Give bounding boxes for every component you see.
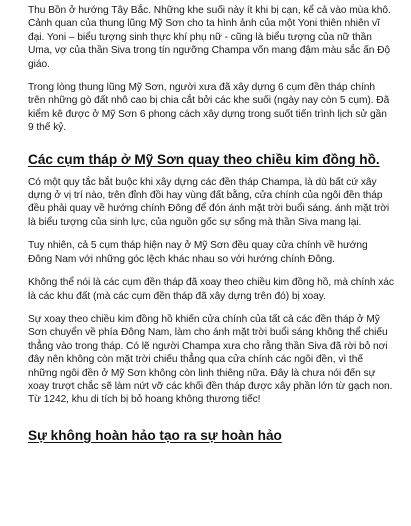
paragraph-su-xoay: Sự xoay theo chiều kim đồng hồ khiến cửa chính của tất cả các đền tháp ở Mỹ Sơn chuyển về phía Đông Nam, làm cho ánh mặt trời buổi sáng không thể chiếu thẳng vào trong tháp. Có lẽ người Champa xưa cho rằng thần Siva đã rời bỏ nơi đây nên không còn mặt trời chiếu thẳng qua cửa chính các ngôi đền, vì thế những ngôi đền ở Mỹ Sơn không còn linh thiêng nữa. Đây là chưa nói đến sự xoay trượt chắc sẽ làm nứt vỡ các khối đền tháp được xây phần lớn từ gạch non. Từ 1242, khu di tích bị bỏ hoang không thương tiếc!	[28, 313, 393, 406]
paragraph-quy-tac: Có một quy tắc bắt buộc khi xây dựng các đền tháp Champa, là dù bất cứ xây dựng ở vị trí nào, trên đỉnh đồi hay vùng đất bằng, cửa chính của ngôi đền tháp đều phải quay về hướng chính Đông để đón ánh mặt trời buổi sáng. ánh mặt trời là biểu tượng của sinh lực, của nguồn gốc sự sống mà thần Siva mang lại.	[28, 176, 390, 228]
paragraph-thu-bon: Thu Bồn ở hướng Tây Bắc. Những khe suối này ít khi bị cạn, kể cả vào mùa khô. Cảnh quan của thung lũng Mỹ Sơn cho ta hình ảnh của một Yoni thiên nhiên vĩ đại. Yoni – biểu tượng sinh thực khí phụ nữ - cũng là biểu tượng của nữ thần Uma, vợ của thần Siva trong tín ngưỡng Champa vốn mang đậm màu sắc ấn Độ giáo.	[28, 5, 391, 70]
document-page	[28, 0, 394, 444]
section-heading-clockwise: Các cụm tháp ở Mỹ Sơn quay theo chiều kim đồng hồ.	[28, 151, 380, 167]
paragraph-thung-lung: Trong lòng thung lũng Mỹ Sơn, người xưa đã xây dựng 6 cụm đền tháp chính trên những gò đất nhô cao bị chia cắt bởi các khe suối (ngày nay còn 5 cụm). Đã kiểm kê được ở Mỹ Sơn 6 phong cách xây dựng trong suốt tiến trình lịch sử gần 9 thế kỷ.	[28, 82, 390, 134]
paragraph-tuy-nhien: Tuy nhiên, cả 5 cụm tháp hiện nay ở Mỹ Sơn đều quay cửa chính về hướng Đông Nam với những góc lệch khác nhau so với hướng chính Đông.	[28, 240, 368, 265]
section-heading-imperfection: Sự không hoàn hảo tạo ra sự hoàn hảo	[28, 427, 282, 443]
paragraph-khong-the-noi: Không thể nói là các cụm đền tháp đã xoay theo chiều kim đồng hồ, mà chính xác là các khu đất (mà các cụm đền tháp đã xây dựng trên đó) bị xoay.	[28, 277, 394, 302]
